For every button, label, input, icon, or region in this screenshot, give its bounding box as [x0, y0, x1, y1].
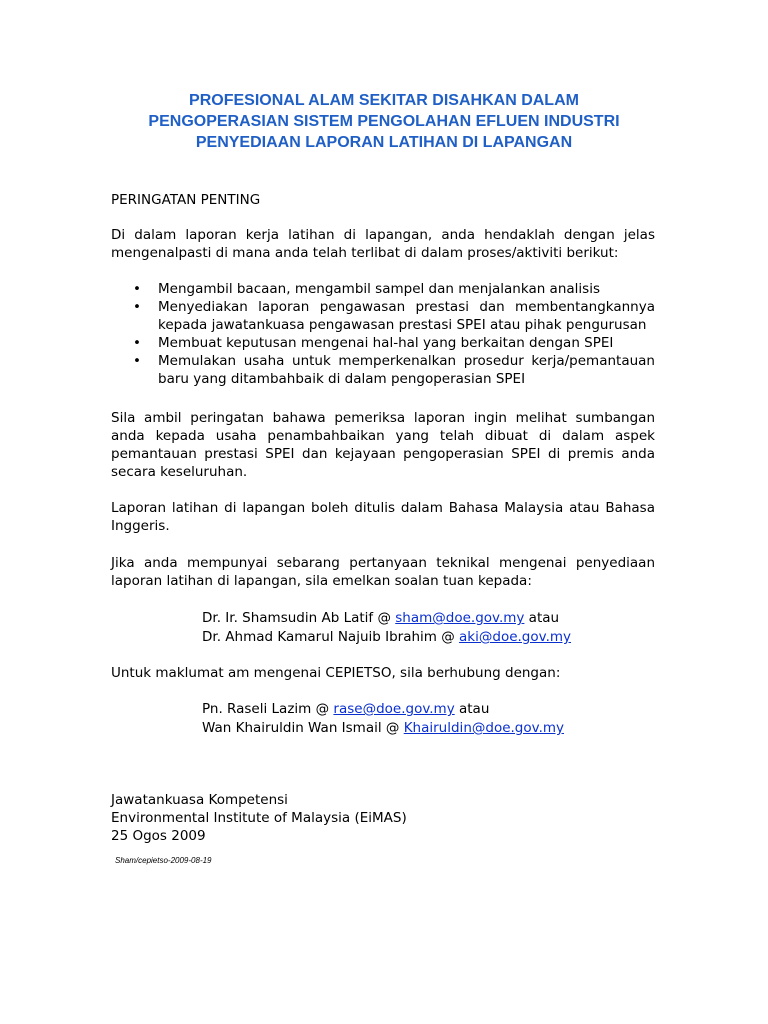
email-link[interactable]: rase@doe.gov.my	[333, 701, 455, 717]
language-paragraph: Laporan latihan di lapangan boleh ditulis dalam Bahasa Malaysia atau Bahasa Inggeris.	[111, 500, 655, 534]
reviewer-note-paragraph: Sila ambil peringatan bahawa pemeriksa laporan ingin melihat sumbangan anda kepada usaha penambahbaikan yang telah dibuat di dalam aspek pemantauan prestasi SPEI dan kejayaan pengoperasian SPEI di premis anda secara keseluruhan.	[111, 410, 655, 480]
technical-inquiry-paragraph: Jika anda mempunyai sebarang pertanyaan teknikal mengenai penyediaan laporan latihan di lapangan, sila emelkan soalan tuan kepada:	[111, 555, 655, 589]
email-link[interactable]: aki@doe.gov.my	[459, 629, 571, 645]
general-inquiry-paragraph: Untuk maklumat am mengenai CEPIETSO, sila berhubung dengan:	[111, 665, 561, 681]
title-line-1: PROFESIONAL ALAM SEKITAR DISAHKAN DALAM	[189, 92, 579, 109]
title-line-3: PENYEDIAAN LAPORAN LATIHAN DI LAPANGAN	[195, 134, 573, 151]
activity-list	[111, 280, 655, 388]
signature-institute: Environmental Institute of Malaysia (EiMAS)	[111, 810, 407, 826]
list-item: • Memulakan usaha untuk memperkenalkan prosedur kerja/pemantauan baru yang ditambahbaik di dalam pengoperasian SPEI	[133, 353, 655, 387]
technical-contacts	[202, 609, 571, 647]
section-heading: PERINGATAN PENTING	[111, 192, 261, 208]
contact-line: Dr. Ahmad Kamarul Najuib Ibrahim @ aki@doe.gov.my	[202, 629, 571, 645]
contact-line: Wan Khairuldin Wan Ismail @ Khairuldin@doe.gov.my	[202, 720, 564, 736]
list-item: • Membuat keputusan mengenai hal-hal yang berkaitan dengan SPEI	[133, 335, 614, 351]
bullet-icon: •	[133, 335, 141, 351]
signature-committee: Jawatankuasa Kompetensi	[111, 792, 288, 808]
bullet-icon: •	[133, 281, 141, 297]
list-item: • Menyediakan laporan pengawasan prestasi dan membentangkannya kepada jawatankuasa pengawasan prestasi SPEI atau pihak pengurusan	[133, 299, 655, 333]
signature-block	[111, 791, 407, 845]
list-item: • Mengambil bacaan, mengambil sampel dan menjalankan analisis	[133, 281, 600, 297]
contact-line: Dr. Ir. Shamsudin Ab Latif @ sham@doe.gov.my atau	[202, 610, 560, 626]
title-line-2: PENGOPERASIAN SISTEM PENGOLAHAN EFLUEN INDUSTRI	[148, 113, 620, 130]
signature-date: 25 Ogos 2009	[111, 828, 206, 844]
contact-line: Pn. Raseli Lazim @ rase@doe.gov.my atau	[202, 701, 490, 717]
bullet-icon: •	[133, 353, 141, 369]
email-link[interactable]: sham@doe.gov.my	[395, 610, 525, 626]
document-reference: Sham/cepietso-2009-08-19	[115, 856, 212, 865]
document-title	[100, 90, 668, 153]
general-contacts	[202, 700, 564, 738]
bullet-icon: •	[133, 299, 141, 315]
intro-paragraph: Di dalam laporan kerja latihan di lapangan, anda hendaklah dengan jelas mengenalpasti di mana anda telah terlibat di dalam proses/aktiviti berikut:	[111, 227, 655, 261]
email-link[interactable]: Khairuldin@doe.gov.my	[403, 720, 564, 736]
